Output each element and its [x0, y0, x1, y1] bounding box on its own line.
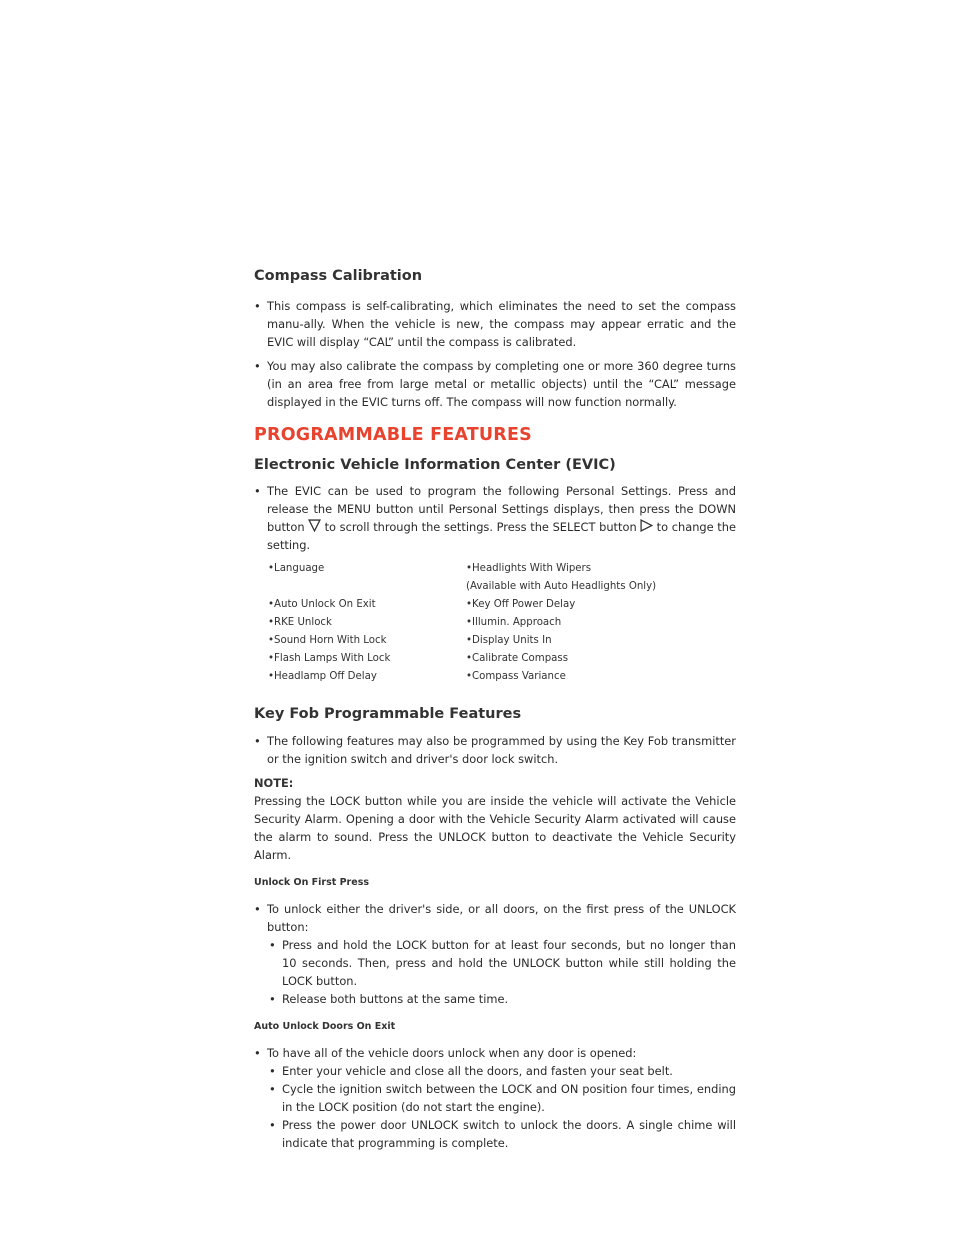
auto-unlock-bullet: • To have all of the vehicle doors unlock when any door is opened: — [254, 1044, 736, 1062]
unlock-first-press-steps — [254, 936, 736, 1008]
setting-right-5: • Display Units In — [466, 632, 686, 650]
setting-right-4: • Illumin. Approach — [466, 614, 686, 632]
programmable-features-heading: PROGRAMMABLE FEATURES — [254, 425, 532, 445]
setting-right-note: (Available with Auto Headlights Only) — [466, 581, 657, 592]
setting-left-3: • Auto Unlock On Exit — [268, 596, 466, 614]
compass-bullets — [254, 297, 736, 411]
auto-unlock-bullets — [254, 1044, 736, 1062]
unlock-first-step-2: • Release both buttons at the same time. — [254, 990, 736, 1008]
setting-left-7: • Headlamp Off Delay — [268, 668, 466, 686]
right-triangle-icon — [640, 519, 653, 532]
evic-intro-part3: to change the setting. — [267, 520, 736, 552]
compass-bullet-1: • This compass is self-calibrating, which eliminates the need to set the compass manu-ally. When the vehicle is new, the compass may appear erratic and the EVIC will display “CAL” until the compass is calibrated. — [254, 297, 736, 351]
down-triangle-icon — [308, 519, 321, 532]
setting-left-1: • Language — [268, 560, 466, 578]
key-fob-heading: Key Fob Programmable Features — [254, 706, 522, 722]
setting-right-3: • Key Off Power Delay — [466, 596, 686, 614]
evic-intro-part1: The EVIC can be used to program the following Personal Settings. Press and release the MENU button until Personal Settings displays, then press the DOWN button — [267, 484, 736, 534]
key-fob-bullets — [254, 732, 736, 768]
setting-right-6: • Calibrate Compass — [466, 650, 686, 668]
auto-unlock-caption: Auto Unlock Doors On Exit — [254, 1021, 396, 1032]
setting-left-spacer — [268, 578, 466, 596]
evic-bullets — [254, 482, 736, 554]
unlock-first-press-bullets — [254, 900, 736, 936]
unlock-first-step-1: • Press and hold the LOCK button for at least four seconds, but no longer than 10 seconds. Then, press and hold the UNLOCK button while still holding the LOCK button. — [254, 936, 736, 990]
note-label-text: NOTE: — [254, 776, 294, 790]
setting-left-5: • Sound Horn With Lock — [268, 632, 466, 650]
unlock-first-press-caption: Unlock On First Press — [254, 877, 369, 888]
note-text: Pressing the LOCK button while you are inside the vehicle will activate the Vehicle Security Alarm. Opening a door with the Vehicle Security Alarm activated will cause the alarm to sound. Press the UNLOCK button to deactivate the Vehicle Security Alarm. — [254, 794, 736, 862]
key-fob-bullet: • The following features may also be programmed by using the Key Fob transmitter or the ignition switch and driver's door lock switch. — [254, 732, 736, 768]
compass-calibration-heading: Compass Calibration — [254, 268, 423, 284]
setting-left-4: • RKE Unlock — [268, 614, 466, 632]
personal-settings-list — [268, 560, 736, 686]
evic-heading: Electronic Vehicle Information Center (EVIC) — [254, 457, 616, 473]
note-label — [254, 774, 736, 792]
auto-unlock-step-2: • Cycle the ignition switch between the LOCK and ON position four times, ending in the LOCK position (do not start the engine). — [254, 1080, 736, 1116]
auto-unlock-steps — [254, 1062, 736, 1152]
evic-intro — [254, 482, 736, 554]
auto-unlock-step-3: • Press the power door UNLOCK switch to unlock the doors. A single chime will indicate that programming is complete. — [254, 1116, 736, 1152]
auto-unlock-step-1: • Enter your vehicle and close all the doors, and fasten your seat belt. — [254, 1062, 736, 1080]
evic-intro-part2: to scroll through the settings. Press the SELECT button — [324, 520, 637, 534]
setting-left-6: • Flash Lamps With Lock — [268, 650, 466, 668]
compass-bullet-2: • You may also calibrate the compass by completing one or more 360 degree turns (in an area free from large metal or metallic objects) until the “CAL” message displayed in the EVIC turns off. The compass will now function normally. — [254, 357, 736, 411]
unlock-first-press-bullet: • To unlock either the driver's side, or all doors, on the first press of the UNLOCK button: — [254, 900, 736, 936]
setting-right-7: • Compass Variance — [466, 668, 686, 686]
setting-right-1: • Headlights With Wipers — [466, 560, 686, 578]
manual-page — [254, 268, 736, 1152]
